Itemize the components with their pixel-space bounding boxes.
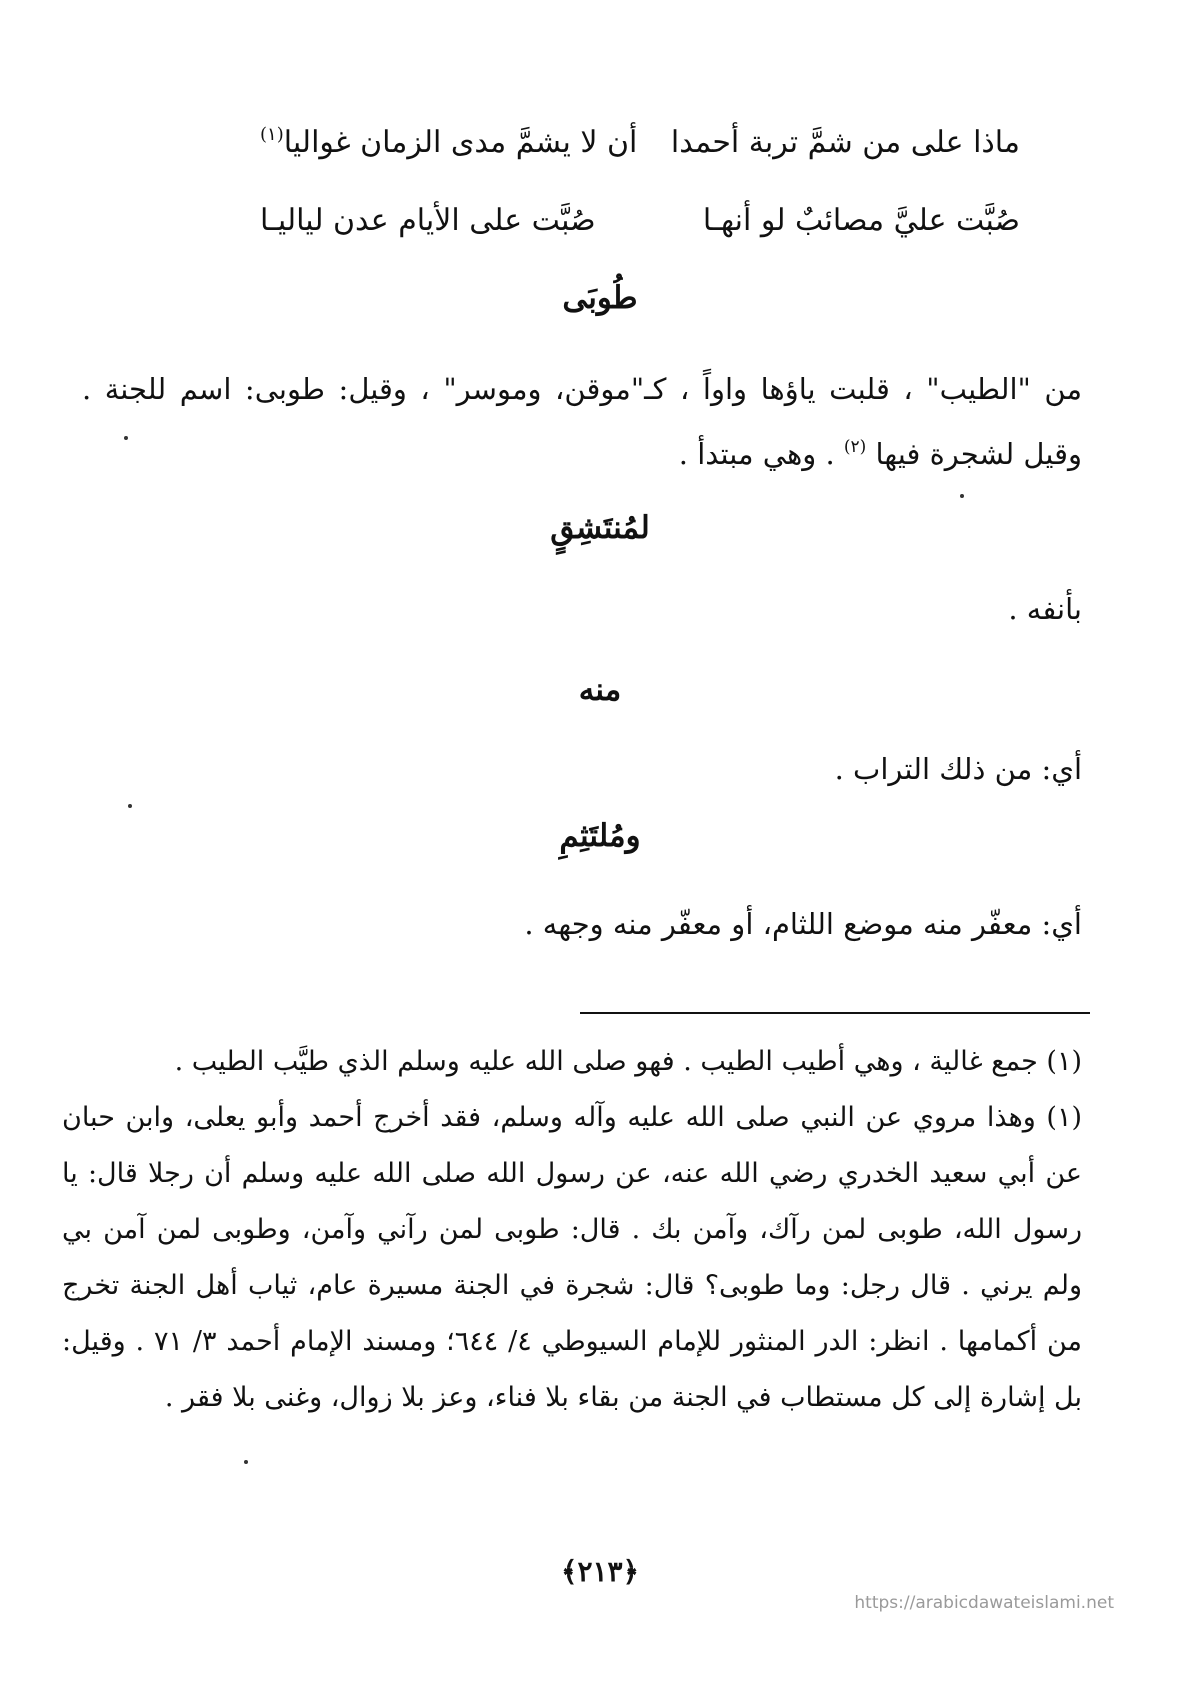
footnote-divider: [580, 1012, 1090, 1014]
heading-muntashiq: لمُنتَشِقٍ: [550, 510, 650, 546]
verse-line-2: [260, 190, 1020, 250]
page-number: ﴿٢١٣﴾: [561, 1555, 639, 1588]
verse-1-second-hemistich-text: أن لا يشمَّ مدى الزمان غواليا: [283, 125, 638, 160]
paragraph-muntashiq: بأنفه .: [1008, 592, 1082, 626]
scan-speck: [124, 436, 128, 440]
verse-2-second-hemistich: صُبَّت على الأيام عدن لياليـا: [260, 202, 596, 238]
paragraph-multathim: أي: معفّر منه موضع اللثام، أو معفّر منه وجهه .: [524, 907, 1082, 941]
watermark-url: https://arabicdawateislami.net: [854, 1593, 1114, 1613]
footnote-marker-1: (١): [260, 124, 284, 145]
scan-speck: [128, 804, 132, 808]
paragraph-tuba-end: . وهي مبتدأ .: [678, 437, 835, 471]
scan-speck: [960, 494, 964, 498]
paragraph-tuba-text: من "الطيب" ، قلبت ياؤها واواً ، كـ"موقن، وموسر" ، وقيل: طوبى: اسم للجنة . وقيل لشجرة فيها: [82, 372, 1082, 471]
heading-multathim: ومُلتَثِمِ: [559, 818, 641, 854]
verse-1-first-hemistich: ماذا على من شمَّ تربة أحمدا: [670, 124, 1020, 160]
scan-speck: [244, 1460, 248, 1464]
paragraph-tuba: [82, 360, 1082, 483]
heading-minhu: منه: [578, 672, 622, 708]
verse-1-second-hemistich: [260, 124, 637, 160]
footnote-2: (١) وهذا مروي عن النبي صلى الله عليه وآله وسلم، فقد أخرج أحمد وأبو يعلى، وابن حبان عن أبي سعيد الخدري رضي الله عنه، عن رسول الله صلى الله عليه وسلم أن رجلا قال: يا رسول الله، طوبى لمن رآك، وآمن بك . قال: طوبى لمن رآني وآمن، وطوبى لمن آمن بي ولم يرني . قال رجل: وما طوبى؟ قال: شجرة في الجنة مسيرة عام، ثياب أهل الجنة تخرج من أكمامها . انظر: الدر المنثور للإمام السيوطي ٤/ ٦٤٤؛ ومسند الإمام أحمد ٣/ ٧١ . وقيل: بل إشارة إلى كل مستطاب في الجنة من بقاء بلا فناء، وعز بلا زوال، وغنى بلا فقر .: [62, 1102, 1082, 1413]
verse-line-1: [260, 112, 1020, 172]
footnotes: [62, 1034, 1082, 1426]
footnote-marker-2: (٢): [843, 437, 867, 457]
verse-2-first-hemistich: صُبَّت عليَّ مصائبٌ لو أنهـا: [702, 202, 1020, 238]
paragraph-minhu: أي: من ذلك التراب .: [834, 752, 1082, 786]
footnote-1: (١) جمع غالية ، وهي أطيب الطيب . فهو صلى الله عليه وسلم الذي طيَّب الطيب .: [174, 1046, 1082, 1077]
heading-tuba: طُوبَى: [562, 280, 638, 316]
